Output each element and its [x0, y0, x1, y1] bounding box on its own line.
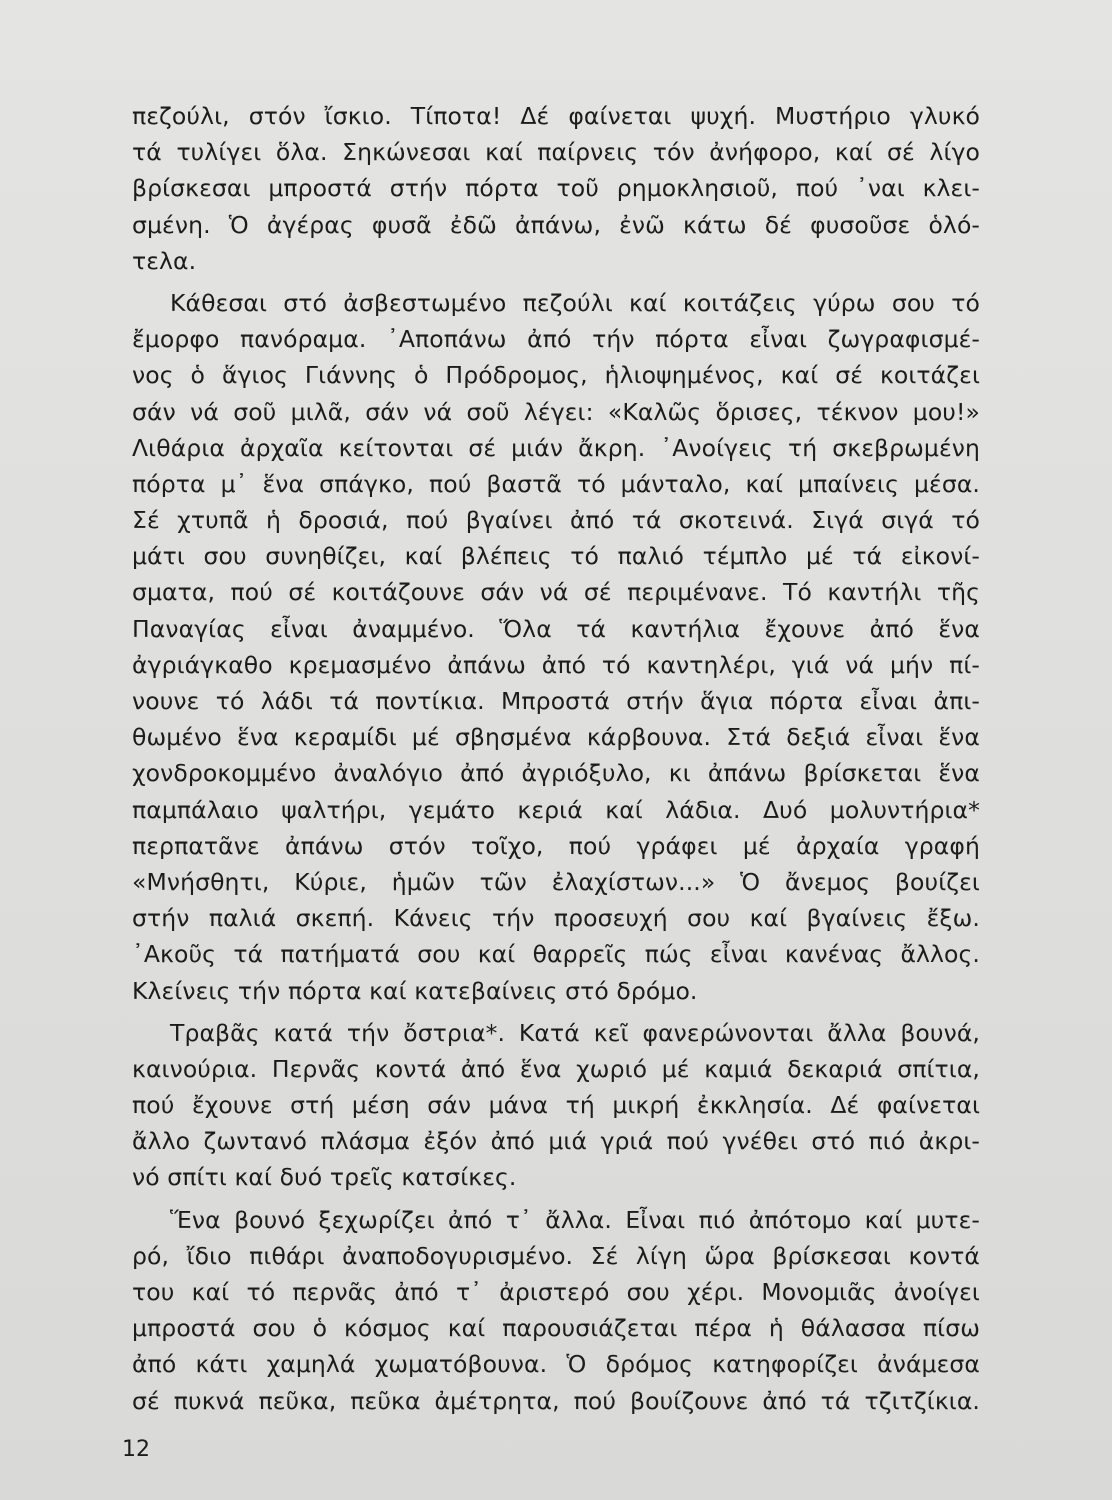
text-line: βρίσκεσαι μπροστά στήν πόρτα τοῦ ρημοκλησιοῦ, πού ᾽ναι κλει- [132, 174, 980, 203]
text-line: ἀγριάγκαθο κρεμασμένο ἀπάνω ἀπό τό καντηλέρι, γιά νά μήν πί- [132, 650, 980, 679]
paragraph-start: Κάθεσαι στό ἀσβεστωμένο πεζούλι καί κοιτάζεις γύρω σου τό [170, 288, 980, 317]
text-line: χονδροκομμένο ἀναλόγιο ἀπό ἀγριόξυλο, κι ἀπάνω βρίσκεται ἕνα [132, 759, 980, 788]
text-line: Λιθάρια ἀρχαῖα κείτονται σέ μιάν ἄκρη. ᾽Ανοίγεις τή σκεβρωμένη [132, 433, 980, 462]
text-line: νος ὁ ἅγιος Γιάννης ὁ Πρόδρομος, ἡλιοψημένος, καί σέ κοιτάζει [132, 361, 980, 390]
text-line: τελα. [132, 246, 197, 275]
text-line: «Μνήσθητι, Κύριε, ἡμῶν τῶν ἐλαχίστων...» Ὁ ἄνεμος βουίζει [132, 867, 980, 896]
text-line: ᾽Ακοῦς τά πατήματά σου καί θαρρεῖς πώς εἶναι κανένας ἄλλος. [132, 940, 980, 969]
text-line: σματα, πού σέ κοιτάζουνε σάν νά σέ περιμένανε. Τό καντήλι τῆς [132, 578, 980, 607]
page-number: 12 [122, 1437, 150, 1462]
text-line: πού ἔχουνε στή μέση σάν μάνα τή μικρή ἐκκλησία. Δέ φαίνεται [132, 1091, 980, 1120]
text-line: ἄλλο ζωντανό πλάσμα ἐξόν ἀπό μιά γριά πού γνέθει στό πιό ἀκρι- [132, 1127, 980, 1156]
text-line: νό σπίτι καί δυό τρεῖς κατσίκες. [132, 1163, 517, 1192]
text-line: πεζούλι, στόν ἴσκιο. Τίποτα! Δέ φαίνεται ψυχή. Μυστήριο γλυκό [132, 102, 980, 130]
text-line: περπατᾶνε ἀπάνω στόν τοῖχο, πού γράφει μέ ἀρχαία γραφή [132, 831, 980, 860]
text-line: σάν νά σοῦ μιλᾶ, σάν νά σοῦ λέγει: «Καλῶς ὅρισες, τέκνον μου!» [132, 397, 980, 426]
text-line: ἔμορφο πανόραμα. ᾽Αποπάνω ἀπό τήν πόρτα εἶναι ζωγραφισμέ- [132, 325, 980, 354]
text-line: σέ πυκνά πεῦκα, πεῦκα ἀμέτρητα, πού βουίζουνε ἀπό τά τζιτζίκια. [132, 1386, 980, 1415]
paragraph-start: Τραβᾶς κατά τήν ὄστρια*. Κατά κεῖ φανερώνονται ἄλλα βουνά, [170, 1018, 980, 1047]
body-text [132, 98, 980, 1419]
paragraph-start: Ἕνα βουνό ξεχωρίζει ἀπό τ᾽ ἄλλα. Εἶναι πιό ἀπότομο καί μυτε- [170, 1205, 980, 1234]
text-line: μπροστά σου ὁ κόσμος καί παρουσιάζεται πέρα ἡ θάλασσα πίσω [132, 1314, 980, 1343]
text-line: καινούρια. Περνᾶς κοντά ἀπό ἕνα χωριό μέ καμιά δεκαριά σπίτια, [132, 1054, 980, 1083]
text-line: του καί τό περνᾶς ἀπό τ᾽ ἀριστερό σου χέρι. Μονομιᾶς ἀνοίγει [132, 1278, 980, 1306]
text-line: ἀπό κάτι χαμηλά χωματόβουνα. Ὁ δρόμος κατηφορίζει ἀνάμεσα [132, 1350, 980, 1379]
text-line: νουνε τό λάδι τά ποντίκια. Μπροστά στήν ἅγια πόρτα εἶναι ἀπι- [132, 687, 980, 715]
text-line: σμένη. Ὁ ἀγέρας φυσᾶ ἐδῶ ἀπάνω, ἐνῶ κάτω δέ φυσοῦσε ὁλό- [132, 210, 980, 239]
text-line: ρό, ἴδιο πιθάρι ἀναποδογυρισμένο. Σέ λίγη ὥρα βρίσκεσαι κοντά [132, 1241, 980, 1270]
text-line: Κλείνεις τήν πόρτα καί κατεβαίνεις στό δρόμο. [132, 976, 698, 1005]
text-line: στήν παλιά σκεπή. Κάνεις τήν προσευχή σου καί βγαίνεις ἔξω. [132, 904, 980, 933]
text-line: παμπάλαιο ψαλτήρι, γεμάτο κεριά καί λάδια. Δυό μολυντήρια* [132, 795, 980, 824]
text-line: πόρτα μ᾽ ἕνα σπάγκο, πού βαστᾶ τό μάνταλο, καί μπαίνεις μέσα. [132, 469, 980, 498]
text-line: θωμένο ἕνα κεραμίδι μέ σβησμένα κάρβουνα. Στά δεξιά εἶναι ἕνα [132, 723, 980, 752]
text-line: Σέ χτυπᾶ ἡ δροσιά, πού βγαίνει ἀπό τά σκοτεινά. Σιγά σιγά τό [132, 506, 980, 535]
text-line: τά τυλίγει ὅλα. Σηκώνεσαι καί παίρνεις τόν ἀνήφορο, καί σέ λίγο [132, 138, 980, 167]
text-line: Παναγίας εἶναι ἀναμμένο. Ὅλα τά καντήλια ἔχουνε ἀπό ἕνα [132, 614, 980, 643]
text-line: μάτι σου συνηθίζει, καί βλέπεις τό παλιό τέμπλο μέ τά εἰκονί- [132, 542, 980, 571]
